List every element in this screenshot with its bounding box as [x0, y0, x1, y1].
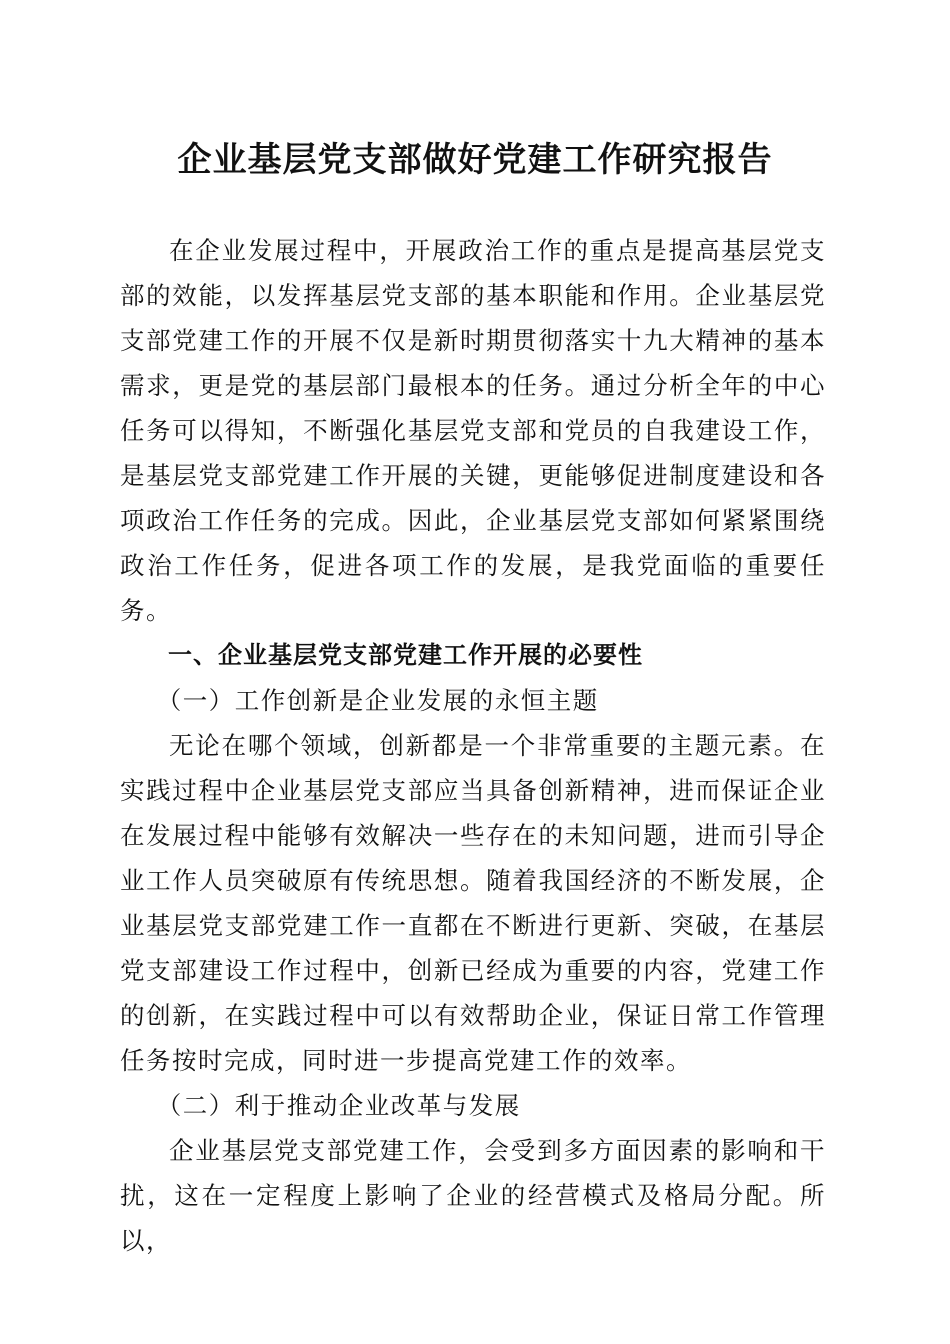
section-heading-1: 一、企业基层党支部党建工作开展的必要性	[168, 641, 643, 669]
subsection-2-paragraph: 企业基层党支部党建工作，会受到多方面因素的影响和干扰，这在一定程度上影响了企业的经营模式及格局分配。所以，	[120, 1136, 826, 1255]
subsection-heading-1: （一）工作创新是企业发展的永恒主题	[156, 686, 599, 715]
document-body	[120, 228, 826, 1263]
intro-paragraph: 在企业发展过程中，开展政治工作的重点是提高基层党支部的效能，以发挥基层党支部的基本职能和作用。企业基层党支部党建工作的开展不仅是新时期贯彻落实十九大精神的基本需求，更是党的基层部门最根本的任务。通过分析全年的中心任务可以得知，不断强化基层党支部和党员的自我建设工作，是基层党支部党建工作开展的关键，更能够促进制度建设和各项政治工作任务的完成。因此，企业基层党支部如何紧紧围绕政治工作任务，促进各项工作的发展，是我党面临的重要任务。	[120, 236, 826, 625]
subsection-1-paragraph: 无论在哪个领域，创新都是一个非常重要的主题元素。在实践过程中企业基层党支部应当具备创新精神，进而保证企业在发展过程中能够有效解决一些存在的未知问题，进而引导企业工作人员突破原有传统思想。随着我国经济的不断发展，企业基层党支部党建工作一直都在不断进行更新、突破，在基层党支部建设工作过程中，创新已经成为重要的内容，党建工作的创新，在实践过程中可以有效帮助企业，保证日常工作管理任务按时完成，同时进一步提高党建工作的效率。	[120, 731, 826, 1075]
document-title: 企业基层党支部做好党建工作研究报告	[177, 140, 773, 180]
subsection-heading-2: （二）利于推动企业改革与发展	[156, 1091, 521, 1120]
